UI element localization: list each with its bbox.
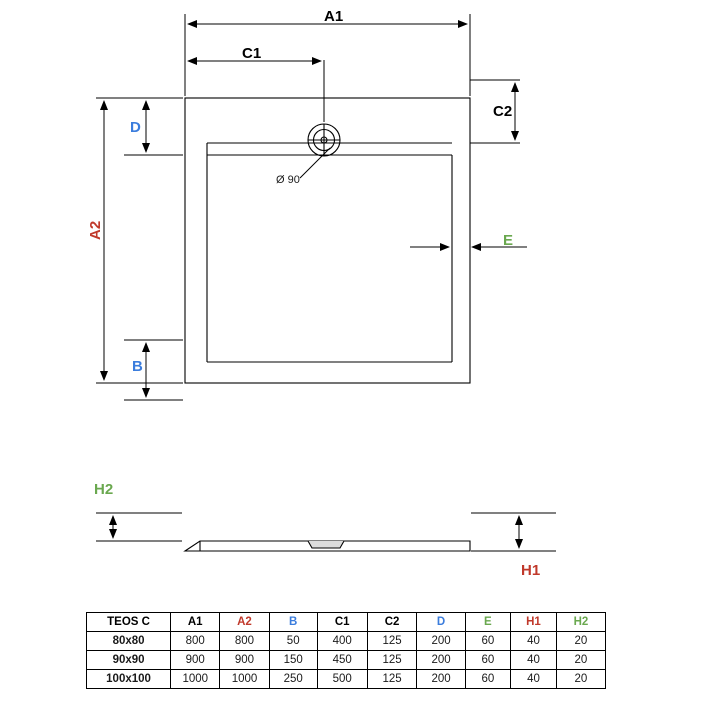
cell-d: 200 bbox=[417, 670, 465, 689]
cell-model: 90x90 bbox=[87, 651, 171, 670]
cell-h2: 20 bbox=[556, 651, 605, 670]
cell-a2: 900 bbox=[220, 651, 269, 670]
table-header-row bbox=[87, 613, 606, 632]
cell-h2: 20 bbox=[556, 670, 605, 689]
cell-a2: 1000 bbox=[220, 670, 269, 689]
col-header-h1: H1 bbox=[511, 613, 557, 632]
cell-model: 80x80 bbox=[87, 632, 171, 651]
label-A2: A2 bbox=[87, 220, 104, 240]
cell-h1: 40 bbox=[511, 651, 557, 670]
table-row bbox=[87, 632, 606, 651]
cell-model: 100x100 bbox=[87, 670, 171, 689]
table-row bbox=[87, 651, 606, 670]
label-H1: H1 bbox=[521, 562, 541, 579]
label-C1: C1 bbox=[242, 45, 262, 62]
cell-c1: 500 bbox=[317, 670, 367, 689]
drain-symbol bbox=[308, 124, 340, 156]
cell-c1: 450 bbox=[317, 651, 367, 670]
label-B: B bbox=[132, 358, 143, 375]
cell-d: 200 bbox=[417, 651, 465, 670]
spec-table bbox=[86, 612, 606, 689]
cell-h1: 40 bbox=[511, 670, 557, 689]
cell-c1: 400 bbox=[317, 632, 367, 651]
dim-H2 bbox=[96, 513, 182, 541]
label-E: E bbox=[503, 232, 514, 249]
cell-d: 200 bbox=[417, 632, 465, 651]
cell-a1: 900 bbox=[171, 651, 220, 670]
label-drain-diameter: Ø 90 bbox=[276, 174, 300, 186]
cell-c2: 125 bbox=[367, 632, 417, 651]
cell-a1: 800 bbox=[171, 632, 220, 651]
col-header-a1: A1 bbox=[171, 613, 220, 632]
label-D: D bbox=[130, 119, 141, 136]
cell-b: 50 bbox=[269, 632, 317, 651]
col-header-b: B bbox=[269, 613, 317, 632]
cell-a2: 800 bbox=[220, 632, 269, 651]
cell-b: 150 bbox=[269, 651, 317, 670]
dim-A1 bbox=[185, 14, 470, 96]
plan-view-outline bbox=[185, 98, 470, 383]
cell-b: 250 bbox=[269, 670, 317, 689]
cell-e: 60 bbox=[465, 670, 510, 689]
label-H2: H2 bbox=[94, 481, 114, 498]
table-row bbox=[87, 670, 606, 689]
cell-e: 60 bbox=[465, 632, 510, 651]
col-header-c1: C1 bbox=[317, 613, 367, 632]
col-header-a2: A2 bbox=[220, 613, 269, 632]
cell-e: 60 bbox=[465, 651, 510, 670]
cell-a1: 1000 bbox=[171, 670, 220, 689]
col-header-model: TEOS C bbox=[87, 613, 171, 632]
col-header-d: D bbox=[417, 613, 465, 632]
dim-H1 bbox=[471, 513, 556, 551]
cell-h2: 20 bbox=[556, 632, 605, 651]
label-C2: C2 bbox=[493, 103, 513, 120]
cell-c2: 125 bbox=[367, 670, 417, 689]
cell-h1: 40 bbox=[511, 632, 557, 651]
col-header-c2: C2 bbox=[367, 613, 417, 632]
col-header-e: E bbox=[465, 613, 510, 632]
col-header-h2: H2 bbox=[556, 613, 605, 632]
label-A1: A1 bbox=[324, 8, 344, 25]
cell-c2: 125 bbox=[367, 651, 417, 670]
section-view-outline bbox=[185, 541, 470, 551]
